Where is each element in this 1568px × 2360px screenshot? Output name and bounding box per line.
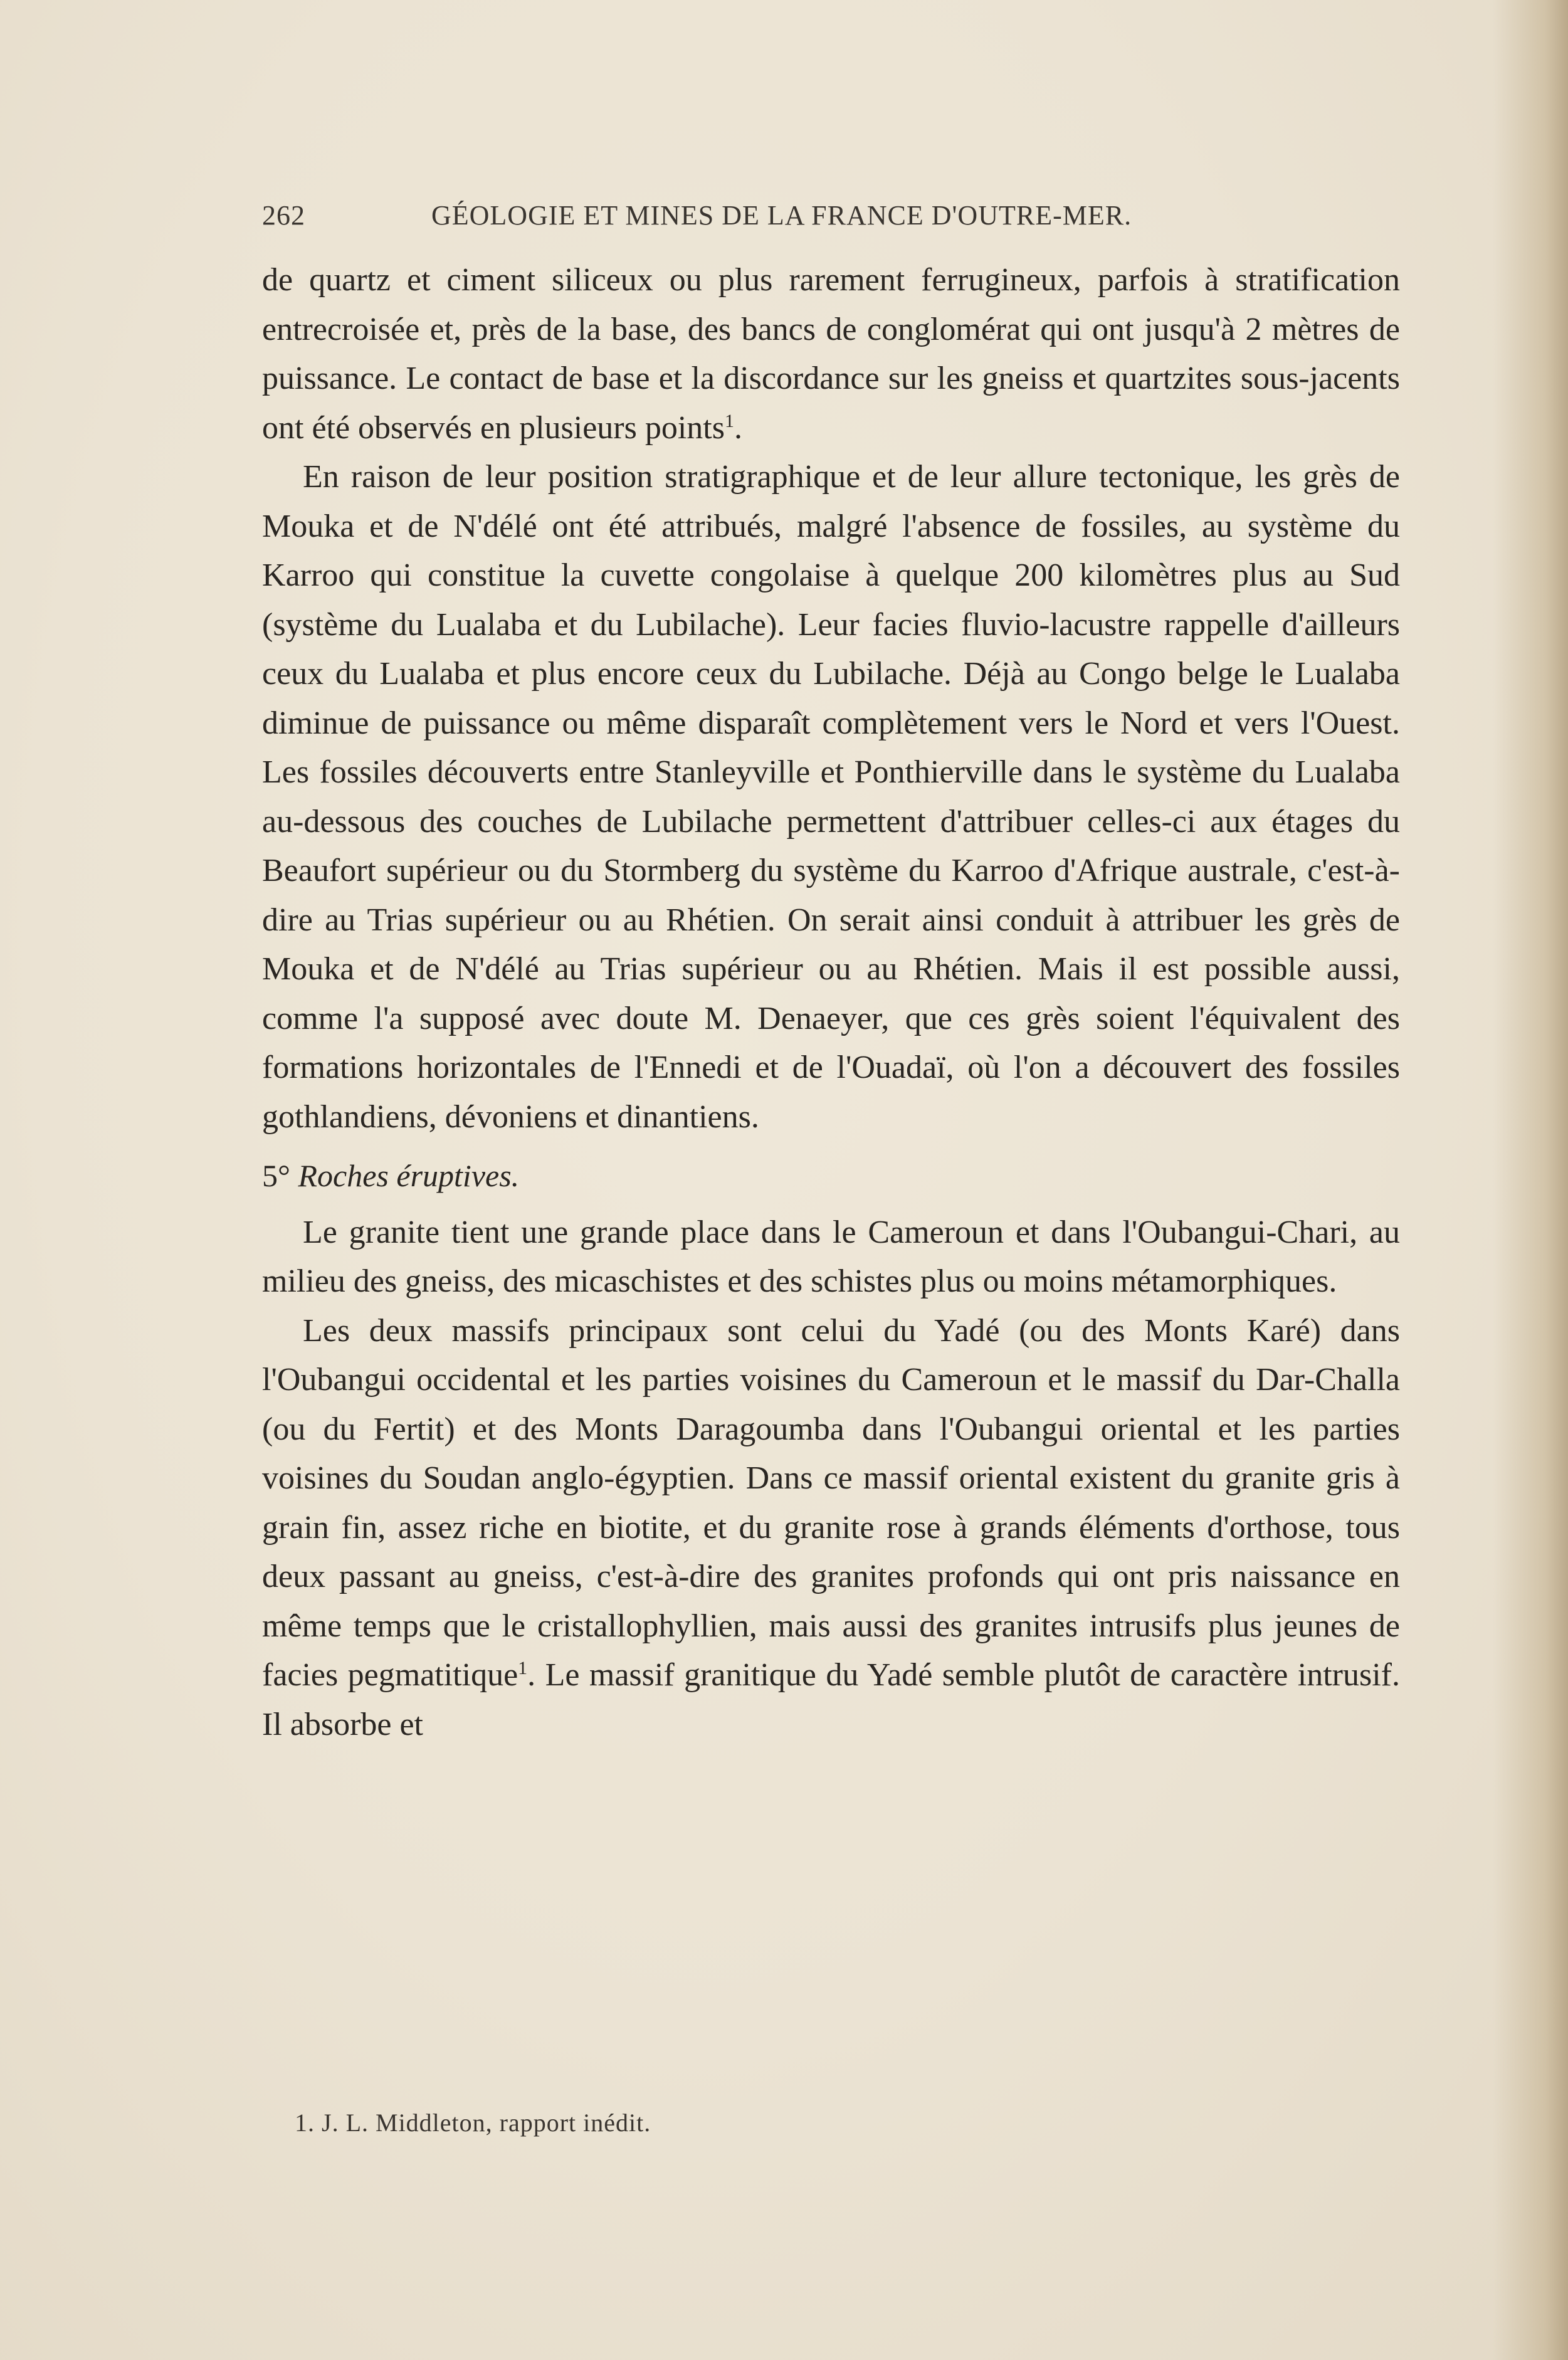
footnote: 1. J. L. Middleton, rapport inédit. bbox=[295, 2109, 651, 2137]
page-edge-shadow bbox=[1493, 0, 1568, 2360]
running-title: GÉOLOGIE ET MINES DE LA FRANCE D'OUTRE-MER. bbox=[431, 200, 1132, 231]
paragraph-2: En raison de leur position stratigraphique et de leur allure tectonique, les grès de Mouka et de N'délé ont été attribués, malgré l'absence de fossiles, au système du Karroo qui constitue la cuvette congolaise à quelque 200 kilomètres plus au Sud (système du Lualaba et du Lubilache). Leur facies fluvio-lacustre rappelle d'ailleurs ceux du Lualaba et plus encore ceux du Lubilache. Déjà au Congo belge le Lualaba diminue de puissance ou même disparaît complètement vers le Nord et vers l'Ouest. Les fossiles découverts entre Stanleyville et Ponthierville dans le système du Lualaba au-dessous des couches de Lubilache permettent d'attribuer celles-ci aux étages du Beaufort supérieur ou du Stormberg du système du Karroo d'Afrique australe, c'est-à-dire au Trias supérieur ou au Rhétien. On serait ainsi conduit à attribuer les grès de Mouka et de N'délé au Trias supérieur ou au Rhétien. Mais il est possible aussi, comme l'a supposé avec doute M. Denaeyer, que ces grès soient l'équivalent des formations horizontales de l'Ennedi et de l'Ouadaï, où l'on a découvert des fossiles gothlandiens, dévoniens et dinantiens. bbox=[262, 459, 1400, 1135]
footnote-mark: 1 bbox=[518, 1658, 528, 1678]
paragraph-3: Le granite tient une grande place dans le Cameroun et dans l'Oubangui-Chari, au milieu des gneiss, des micaschistes et des schistes plus ou moins métamorphiques. bbox=[262, 1214, 1400, 1299]
body-text bbox=[262, 256, 1400, 1749]
paragraph-1: de quartz et ciment siliceux ou plus rarement ferrugineux, parfois à stratification entrecroisée et, près de la base, des bancs de conglomérat qui ont jusqu'à 2 mètres de puissance. Le contact de base et la discordance sur les gneiss et quartzites sous-jacents ont été observés en plusieurs points$^1$. bbox=[262, 262, 1400, 446]
footnote-mark: 1 bbox=[724, 410, 734, 431]
paragraph-4: Les deux massifs principaux sont celui du Yadé (ou des Monts Karé) dans l'Oubangui occidental et les parties voisines du Cameroun et le massif du Dar-Challa (ou du Fertit) et des Monts Daragoumba dans l'Oubangui oriental et les parties voisines du Soudan anglo-égyptien. Dans ce massif oriental existent du granite gris à grain fin, assez riche en biotite, et du granite rose à grands éléments d'orthose, tous deux passant au gneiss, c'est-à-dire des granites profonds qui ont pris naissance en même temps que le cristallophyllien, mais aussi des granites intrusifs plus jeunes de facies pegmatitique$^1$. Le massif granitique du Yadé semble plutôt de caractère intrusif. Il absorbe et bbox=[262, 1312, 1400, 1742]
running-header bbox=[262, 199, 1265, 231]
page-number: 262 bbox=[262, 200, 305, 231]
section-number: 5° bbox=[262, 1158, 290, 1193]
section-title: Roches éruptives. bbox=[298, 1158, 520, 1193]
section-heading bbox=[262, 1151, 1400, 1201]
